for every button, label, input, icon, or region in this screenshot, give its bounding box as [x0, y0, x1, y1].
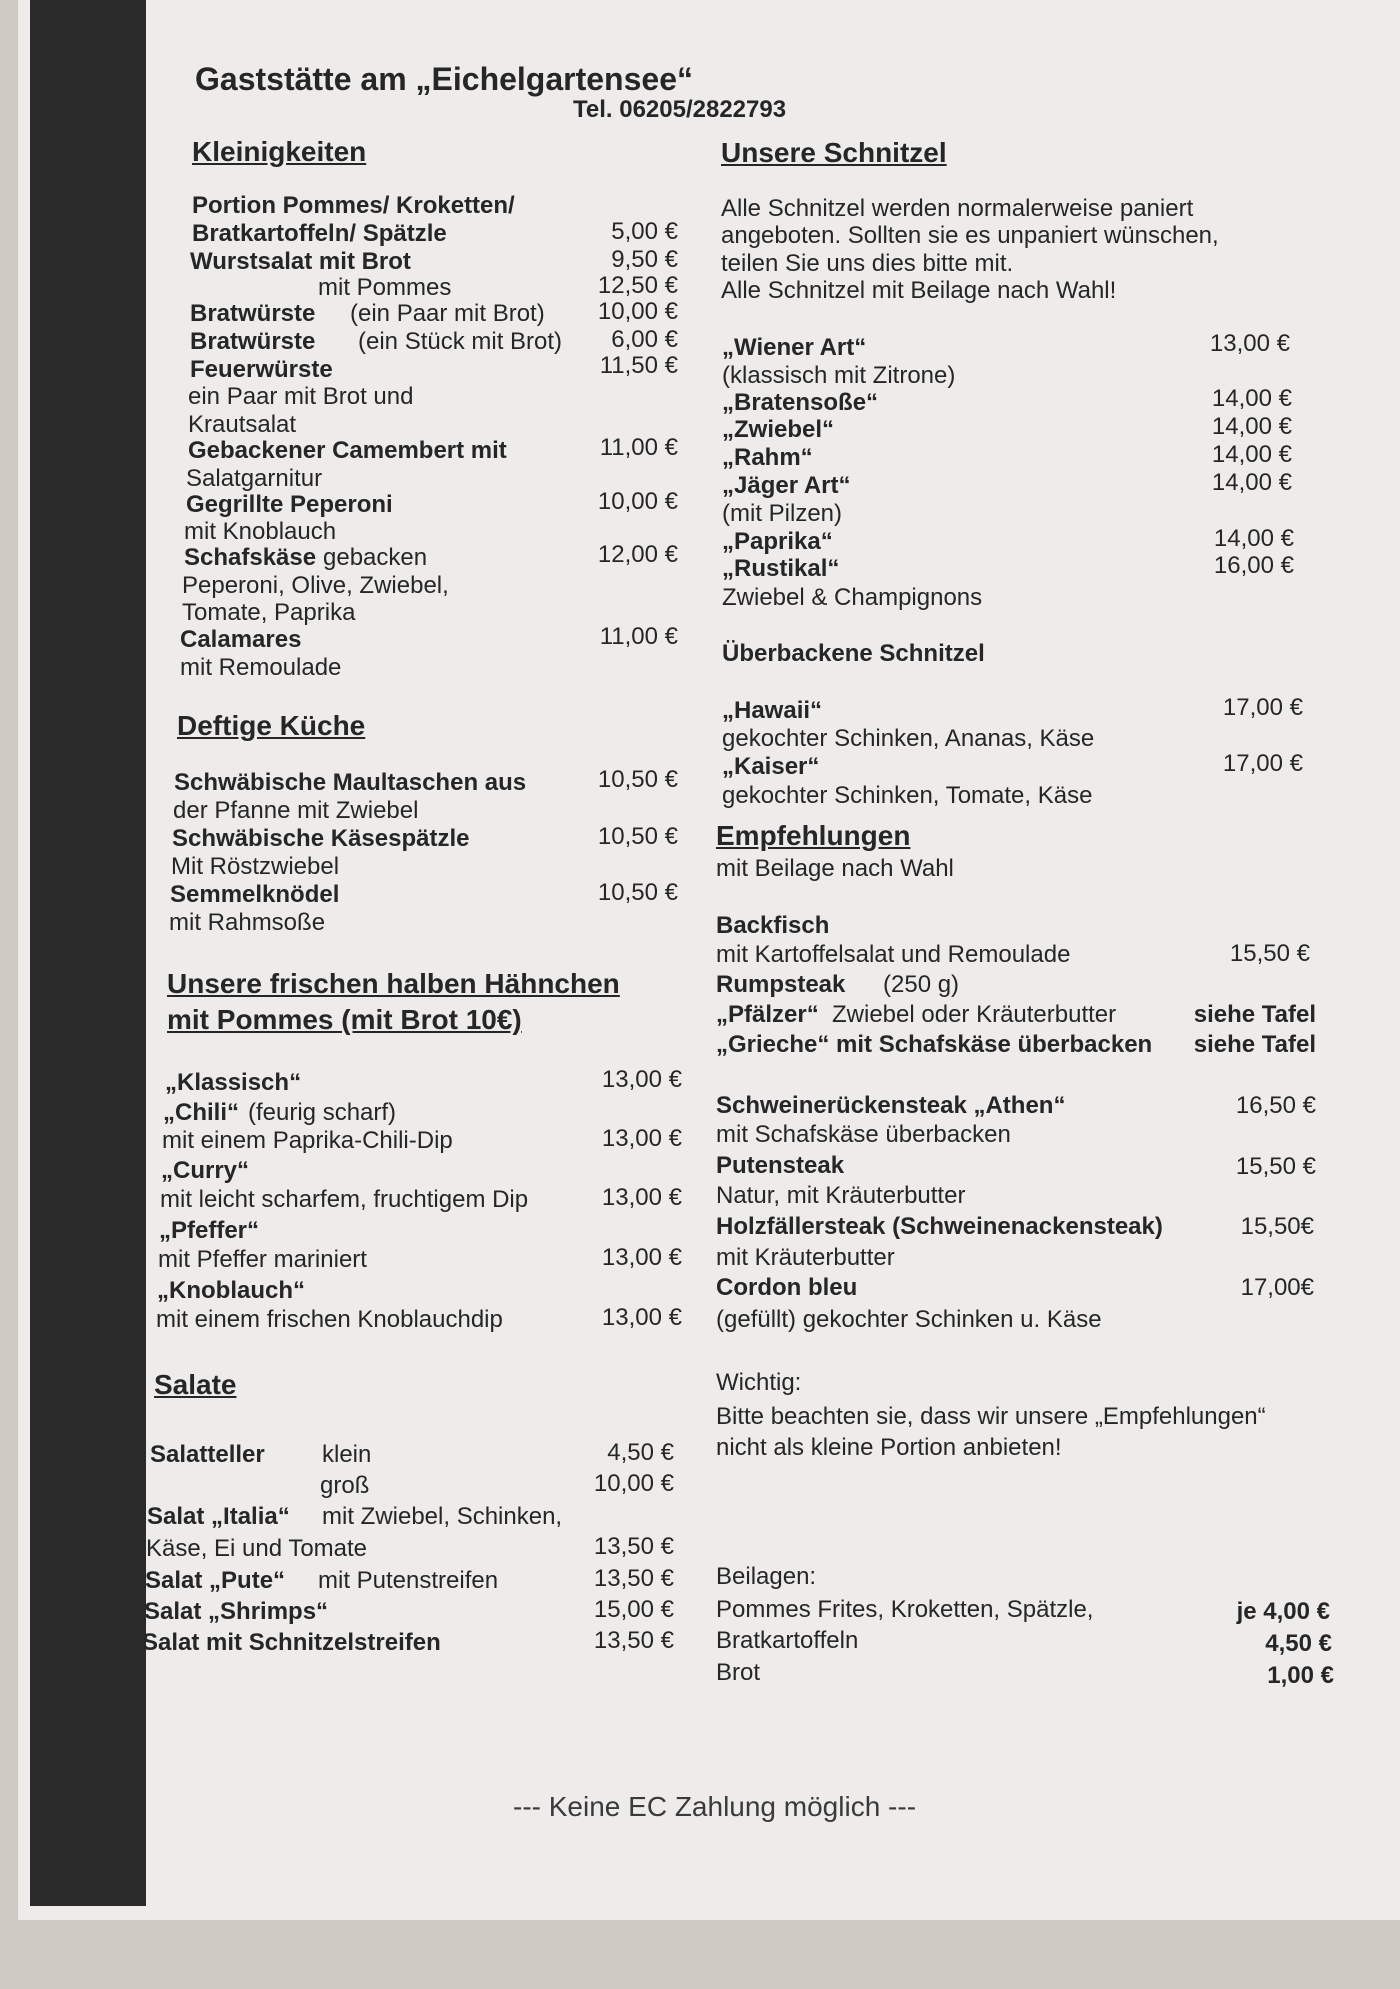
price: 15,00 € [593, 1596, 674, 1623]
price: 10,50 € [597, 823, 678, 850]
item-calamares: Calamares [180, 626, 302, 653]
price: 13,00 € [601, 1066, 682, 1093]
item-hawaii: „Hawaii“ [722, 697, 823, 724]
beilagen-item: Bratkartoffeln [716, 1627, 859, 1654]
price: 11,50 € [599, 352, 678, 379]
item-bratwuerste-stueck-note: (ein Stück mit Brot) [358, 328, 563, 355]
item-desc: Käse, Ei und Tomate [146, 1535, 368, 1562]
price: 17,00 € [1222, 750, 1303, 777]
price: 11,00 € [599, 623, 678, 650]
item-salat-pute: Salat „Pute“ [145, 1567, 286, 1594]
item-knoblauch: „Knoblauch“ [157, 1277, 305, 1304]
item-salat-shrimps: Salat „Shrimps“ [144, 1598, 329, 1625]
price: 4,50 € [607, 1439, 674, 1466]
item-desc: gekochter Schinken, Ananas, Käse [722, 725, 1095, 752]
item-desc: (gefüllt) gekochter Schinken u. Käse [716, 1306, 1102, 1333]
item-desc: mit Schafskäse überbacken [716, 1121, 1011, 1148]
item-desc: mit Kartoffelsalat und Remoulade [716, 941, 1071, 968]
heading-deftige-kueche: Deftige Küche [177, 710, 366, 741]
heading-salate: Salate [154, 1369, 237, 1400]
item-kaiser: „Kaiser“ [722, 753, 820, 780]
price: 10,50 € [597, 879, 678, 906]
price: 9,50 € [611, 246, 678, 273]
restaurant-title: Gaststätte am „Eichelgartensee“ [195, 61, 693, 97]
item-desc: Zwiebel & Champignons [722, 584, 983, 611]
item-pfaelzer-desc: Zwiebel oder Kräuterbutter [832, 1001, 1117, 1028]
item-desc: ein Paar mit Brot und [188, 383, 414, 410]
item-schafskaese: Schafskäse [184, 544, 317, 571]
note-text: nicht als kleine Portion anbieten! [716, 1434, 1062, 1461]
item-backfisch: Backfisch [716, 912, 830, 939]
item-desc: Krautsalat [188, 411, 297, 438]
item-desc: Peperoni, Olive, Zwiebel, [182, 572, 449, 599]
item-semmelknoedel: Semmelknödel [170, 881, 340, 908]
item-desc: mit Kräuterbutter [716, 1244, 895, 1271]
price: siehe Tafel [1193, 1001, 1316, 1028]
item-rumpsteak: Rumpsteak [716, 971, 846, 998]
item-putensteak: Putensteak [716, 1152, 845, 1179]
price: 13,00 € [601, 1304, 682, 1331]
item-bratwuerste: Bratwürste [190, 300, 316, 327]
item-salat-schnitzelstreifen: Salat mit Schnitzelstreifen [142, 1629, 441, 1656]
price: 13,00 € [601, 1125, 682, 1152]
price: siehe Tafel [1193, 1031, 1316, 1058]
item-wurstsalat: Wurstsalat mit Brot [190, 248, 411, 275]
item-desc: Mit Röstzwiebel [171, 853, 340, 880]
price: 11,00 € [599, 434, 678, 461]
item-schafskaese-note: gebacken [323, 544, 428, 571]
item-rahm: „Rahm“ [722, 444, 813, 471]
price: 13,00 € [601, 1244, 682, 1271]
schnitzel-intro: angeboten. Sollten sie es unpaniert wünschen, [721, 222, 1219, 249]
beilagen-item: Pommes Frites, Kroketten, Spätzle, [716, 1596, 1094, 1623]
item-desc: mit Knoblauch [184, 518, 337, 545]
item-camembert: Gebackener Camembert mit [188, 437, 507, 464]
item-salat-italia: Salat „Italia“ [147, 1503, 290, 1530]
price: 5,00 € [611, 218, 678, 245]
item-bratwuerste-note: (ein Paar mit Brot) [350, 300, 545, 327]
item-peperoni: Gegrillte Peperoni [186, 491, 393, 518]
item-bratkartoffeln: Bratkartoffeln/ Spätzle [192, 220, 447, 247]
item-desc: mit Pfeffer mariniert [158, 1246, 367, 1273]
item-chili-note: (feurig scharf) [248, 1099, 397, 1126]
item-salatteller-klein: klein [322, 1441, 372, 1468]
item-wurstsalat-pommes: mit Pommes [318, 274, 452, 301]
item-feuerwuerste: Feuerwürste [190, 356, 333, 383]
price: 15,50€ [1240, 1213, 1314, 1240]
item-desc: mit Remoulade [180, 654, 342, 681]
item-chili: „Chili“ [163, 1099, 239, 1126]
item-salat-italia-desc: mit Zwiebel, Schinken, [322, 1503, 563, 1530]
price: 14,00 € [1211, 413, 1292, 440]
item-desc: der Pfanne mit Zwiebel [173, 797, 419, 824]
empfehlungen-subtitle: mit Beilage nach Wahl [716, 855, 954, 882]
heading-haehnchen: Unsere frischen halben Hähnchen [167, 968, 620, 999]
price: 13,00 € [1209, 330, 1290, 357]
item-schweinerueckensteak: Schweinerückensteak „Athen“ [716, 1092, 1066, 1119]
item-rumpsteak-weight: (250 g) [883, 971, 960, 998]
item-desc: (klassisch mit Zitrone) [722, 362, 956, 389]
price: je 4,00 € [1236, 1598, 1330, 1625]
item-maultaschen: Schwäbische Maultaschen aus [174, 769, 527, 796]
price: 14,00 € [1211, 469, 1292, 496]
heading-schnitzel: Unsere Schnitzel [721, 137, 947, 168]
price: 14,00 € [1211, 441, 1292, 468]
heading-beilagen: Beilagen: [716, 1563, 817, 1590]
price: 16,00 € [1213, 552, 1294, 579]
heading-haehnchen-line2: mit Pommes (mit Brot 10€) [167, 1004, 522, 1035]
price: 10,00 € [593, 1470, 674, 1497]
price: 15,50 € [1235, 1153, 1316, 1180]
item-bratwuerste-stueck: Bratwürste [190, 328, 316, 355]
item-desc: gekochter Schinken, Tomate, Käse [722, 782, 1093, 809]
item-pfeffer: „Pfeffer“ [159, 1217, 260, 1244]
price: 13,50 € [593, 1533, 674, 1560]
item-desc: mit Rahmsoße [169, 909, 326, 936]
price: 12,50 € [597, 272, 678, 299]
heading-ueberbackene-schnitzel: Überbackene Schnitzel [722, 640, 985, 667]
price: 16,50 € [1235, 1092, 1316, 1119]
item-curry: „Curry“ [161, 1157, 250, 1184]
item-desc: mit einem Paprika-Chili-Dip [162, 1127, 453, 1154]
item-jaeger-art: „Jäger Art“ [722, 472, 851, 499]
price: 6,00 € [611, 326, 678, 353]
item-desc: Tomate, Paprika [182, 599, 356, 626]
item-salatteller-gross: groß [320, 1472, 370, 1499]
item-bratensosse: „Bratensoße“ [722, 389, 879, 416]
price: 13,50 € [593, 1565, 674, 1592]
price: 17,00€ [1240, 1274, 1314, 1301]
item-pfaelzer: „Pfälzer“ [716, 1001, 819, 1028]
schnitzel-intro: teilen Sie uns dies bitte mit. [721, 250, 1014, 277]
heading-kleinigkeiten: Kleinigkeiten [192, 136, 367, 167]
price: 13,00 € [601, 1184, 682, 1211]
item-wiener-art: „Wiener Art“ [722, 334, 867, 361]
price: 12,00 € [597, 541, 678, 568]
item-desc: mit einem frischen Knoblauchdip [156, 1306, 503, 1333]
item-rustikal: „Rustikal“ [722, 555, 840, 582]
item-salatteller: Salatteller [150, 1441, 265, 1468]
price: 15,50 € [1229, 940, 1310, 967]
price: 10,00 € [597, 298, 678, 325]
payment-note: --- Keine EC Zahlung möglich --- [513, 1791, 917, 1822]
item-holzfaellersteak: Holzfällersteak (Schweinenackensteak) [716, 1213, 1163, 1240]
schnitzel-intro: Alle Schnitzel werden normalerweise paniert [721, 195, 1194, 222]
note-text: Bitte beachten sie, dass wir unsere „Empfehlungen“ [716, 1403, 1266, 1430]
item-kaesespaetzle: Schwäbische Käsespätzle [172, 825, 470, 852]
item-klassisch: „Klassisch“ [165, 1069, 302, 1096]
price: 1,00 € [1267, 1662, 1334, 1689]
item-zwiebel: „Zwiebel“ [722, 416, 835, 443]
heading-empfehlungen: Empfehlungen [716, 820, 911, 851]
item-salat-pute-desc: mit Putenstreifen [318, 1567, 499, 1594]
item-desc: mit leicht scharfem, fruchtigem Dip [160, 1186, 529, 1213]
price: 14,00 € [1213, 525, 1294, 552]
item-desc: Salatgarnitur [186, 465, 323, 492]
item-portion: Portion Pommes/ Kroketten/ [192, 192, 515, 219]
item-desc: (mit Pilzen) [722, 500, 843, 527]
item-grieche: „Grieche“ mit Schafskäse überbacken [716, 1031, 1153, 1058]
price: 10,50 € [597, 766, 678, 793]
phone-number: Tel. 06205/2822793 [573, 96, 787, 123]
price: 17,00 € [1222, 694, 1303, 721]
price: 13,50 € [593, 1627, 674, 1654]
item-cordon-bleu: Cordon bleu [716, 1274, 858, 1301]
price: 10,00 € [597, 488, 678, 515]
item-desc: Natur, mit Kräuterbutter [716, 1182, 966, 1209]
price: 4,50 € [1265, 1630, 1332, 1657]
price: 14,00 € [1211, 385, 1292, 412]
note-wichtig: Wichtig: [716, 1369, 802, 1396]
item-paprika: „Paprika“ [722, 528, 833, 555]
beilagen-item: Brot [716, 1659, 761, 1686]
schnitzel-intro: Alle Schnitzel mit Beilage nach Wahl! [721, 277, 1117, 304]
